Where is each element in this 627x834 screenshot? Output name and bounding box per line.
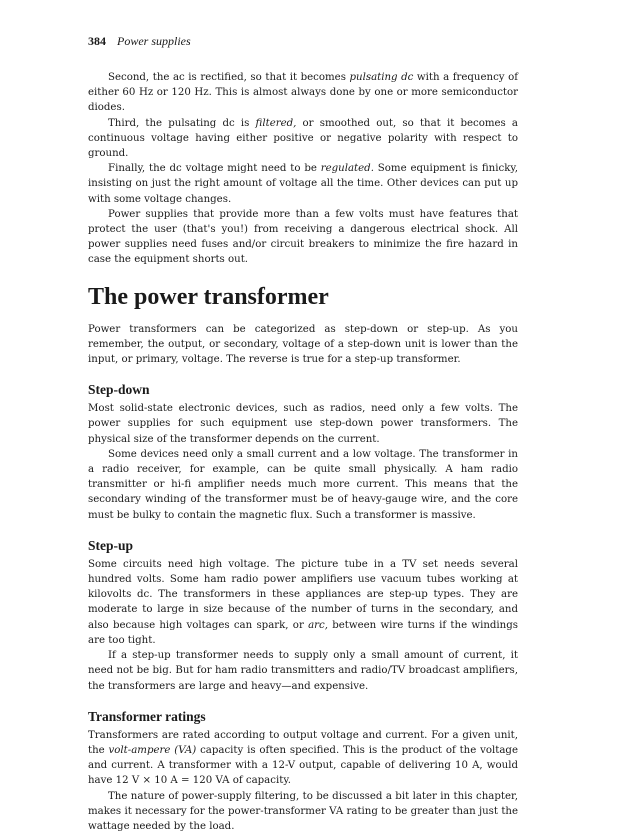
body-text bbox=[88, 70, 518, 834]
chapter-title: Power supplies bbox=[117, 34, 191, 48]
paragraph: Some devices need only a small current and a low voltage. The transformer in a radio receiver, for example, can be quite small physically. A ham radio transmitter or hi-fi amplifier needs much more current. This means that the secondary winding of the transformer must be of heavy-gauge wire, and the core must be bulky to contain the magnetic flux. Such a transformer is massive. bbox=[88, 448, 518, 521]
subsection-heading-ratings: Transformer ratings bbox=[88, 708, 206, 724]
paragraph: Second, the ac is rectified, so that it becomes pulsating dc with a frequency of either 60 Hz or 120 Hz. This is almost always done by one or more semiconductor diodes. bbox=[88, 72, 518, 114]
paragraph: Power supplies that provide more than a few volts must have features that protect the user (that's you!) from receiving a dangerous electrical shock. All power supplies need fuses and/or circuit breakers to minimize the fire hazard in case the equipment shorts out. bbox=[88, 208, 518, 266]
paragraph: Finally, the dc voltage might need to be regulated. Some equipment is finicky, insisting on just the right amount of voltage all the time. Other devices can put up with some voltage changes. bbox=[88, 163, 519, 205]
subsection-heading-step-down: Step-down bbox=[88, 382, 150, 398]
paragraph: Power transformers can be categorized as step-down or step-up. As you remember, the output, or secondary, voltage of a step-down unit is lower than the input, or primary, voltage. The reverse is true for a step-up transformer. bbox=[88, 323, 518, 366]
running-head bbox=[88, 34, 191, 49]
subsection-heading-step-up: Step-up bbox=[88, 537, 134, 553]
paragraph: Most solid-state electronic devices, such as radios, need only a few volts. The power supplies for such equipment use step-down power transformers. The physical size of the transformer depends on the current. bbox=[88, 403, 518, 445]
paragraph: Transformers are rated according to output voltage and current. For a given unit, the volt-ampere (VA) capacity is often specified. This is the product of the voltage and current. A transformer with a 12-V output, capable of delivering 10 A, would have 12 V × 10 A = 120 VA of capacity. bbox=[88, 729, 518, 787]
paragraph: If a step-up transformer needs to supply only a small amount of current, it need not be big. But for ham radio transmitters and radio/TV broadcast amplifiers, the transformers are large and heavy—and expensive. bbox=[88, 650, 518, 692]
paragraph: Some circuits need high voltage. The picture tube in a TV set needs several hundred volts. Some ham radio power amplifiers use vacuum tubes working at kilovolts dc. The transformers in these appliances are step-up types. They are moderate to large in size because of the number of turns in the secondary, and also because high voltages can spark, or arc, between wire turns if the windings are too tight. bbox=[88, 558, 518, 646]
page-number: 384 bbox=[88, 34, 106, 48]
paragraph: Third, the pulsating dc is filtered, or smoothed out, so that it becomes a continuous voltage having either positive or negative polarity with respect to ground. bbox=[88, 117, 518, 160]
section-heading: The power transformer bbox=[88, 283, 329, 310]
paragraph: The nature of power-supply filtering, to be discussed a bit later in this chapter, makes it necessary for the power-transformer VA rating to be greater than just the wattage needed by the load. bbox=[88, 790, 518, 832]
